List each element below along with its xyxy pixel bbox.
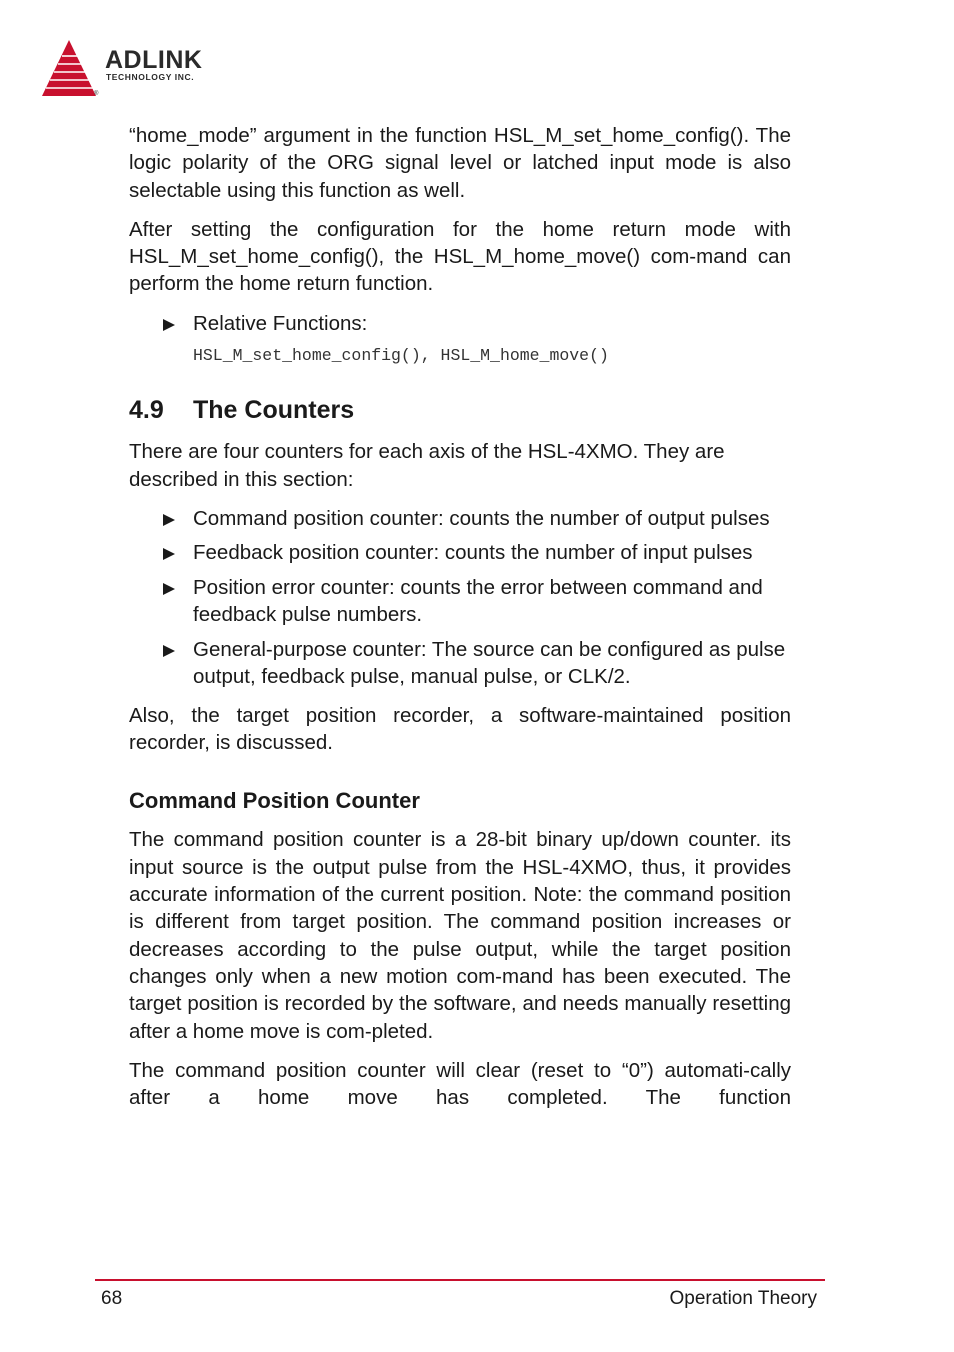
- list-item: [129, 539, 791, 567]
- logo-wordmark: ADLINK: [105, 46, 203, 74]
- paragraph-home-mode: “home_mode” argument in the function HSL_M_set_home_config(). The logic polarity of the ORG signal level or latched input mode is also selectable using this function as well.: [129, 124, 791, 202]
- section-number: 4.9: [129, 396, 164, 425]
- list-item-text: Position error counter: counts the error between command and feedback pulse numbers.: [193, 575, 763, 627]
- section-title: The Counters: [193, 396, 355, 425]
- registered-mark: ®: [94, 91, 99, 97]
- list-item-text: Command position counter: counts the number of output pulses: [193, 506, 770, 530]
- relative-functions-code: HSL_M_set_home_config(), HSL_M_home_move(): [193, 346, 609, 366]
- subsection-heading: Command Position Counter: [129, 788, 420, 814]
- bullet-arrow-icon: [163, 583, 175, 595]
- footer-rule: [95, 1279, 825, 1281]
- bullet-arrow-icon: [163, 645, 175, 657]
- paragraph-command-counter: The command position counter is a 28-bit binary up/down counter. its input source is the output pulse from the HSL-4XMO, thus, it provides accurate information of the current position. Note: the command position is different from target position. The command position increases or decreases according to the pulse output, while the target position changes only when a new motion com-mand has been executed. The target position is recorded by the software, and needs manually resetting after a home move is com-pleted.: [129, 828, 791, 1043]
- bullet-arrow-icon: [163, 319, 175, 331]
- list-item: [129, 505, 791, 533]
- bullet-arrow-icon: [163, 514, 175, 526]
- list-item: [129, 574, 791, 629]
- section-heading: [129, 394, 791, 426]
- list-item: [129, 310, 791, 338]
- paragraph-counters-intro: There are four counters for each axis of the HSL-4XMO. They are described in this section:: [129, 440, 725, 491]
- logo-subtitle: TECHNOLOGY INC.: [106, 72, 195, 82]
- page-content: [129, 122, 791, 1111]
- adlink-logo: [42, 38, 242, 100]
- page-number: 68: [101, 1288, 123, 1309]
- list-item: [129, 636, 791, 691]
- bullet-arrow-icon: [163, 548, 175, 560]
- paragraph-command-clear: The command position counter will clear (reset to “0”) automati-cally after a home move has completed. The function: [129, 1058, 791, 1110]
- counters-list: [129, 505, 791, 691]
- adlink-triangle-icon: [42, 38, 102, 98]
- list-item-text: Feedback position counter: counts the number of input pulses: [193, 541, 753, 565]
- footer-section-name: Operation Theory: [669, 1288, 817, 1309]
- relative-functions-list: [129, 310, 791, 338]
- paragraph-target-recorder: Also, the target position recorder, a software-maintained position recorder, is discussed.: [129, 703, 791, 755]
- relative-functions-label: Relative Functions:: [193, 311, 368, 335]
- list-item-text: General-purpose counter: The source can be configured as pulse output, feedback pulse, manual pulse, or CLK/2.: [193, 637, 786, 689]
- paragraph-home-return: After setting the configuration for the home return mode with HSL_M_set_home_config(), the HSL_M_home_move() com-mand can perform the home return function.: [129, 217, 791, 296]
